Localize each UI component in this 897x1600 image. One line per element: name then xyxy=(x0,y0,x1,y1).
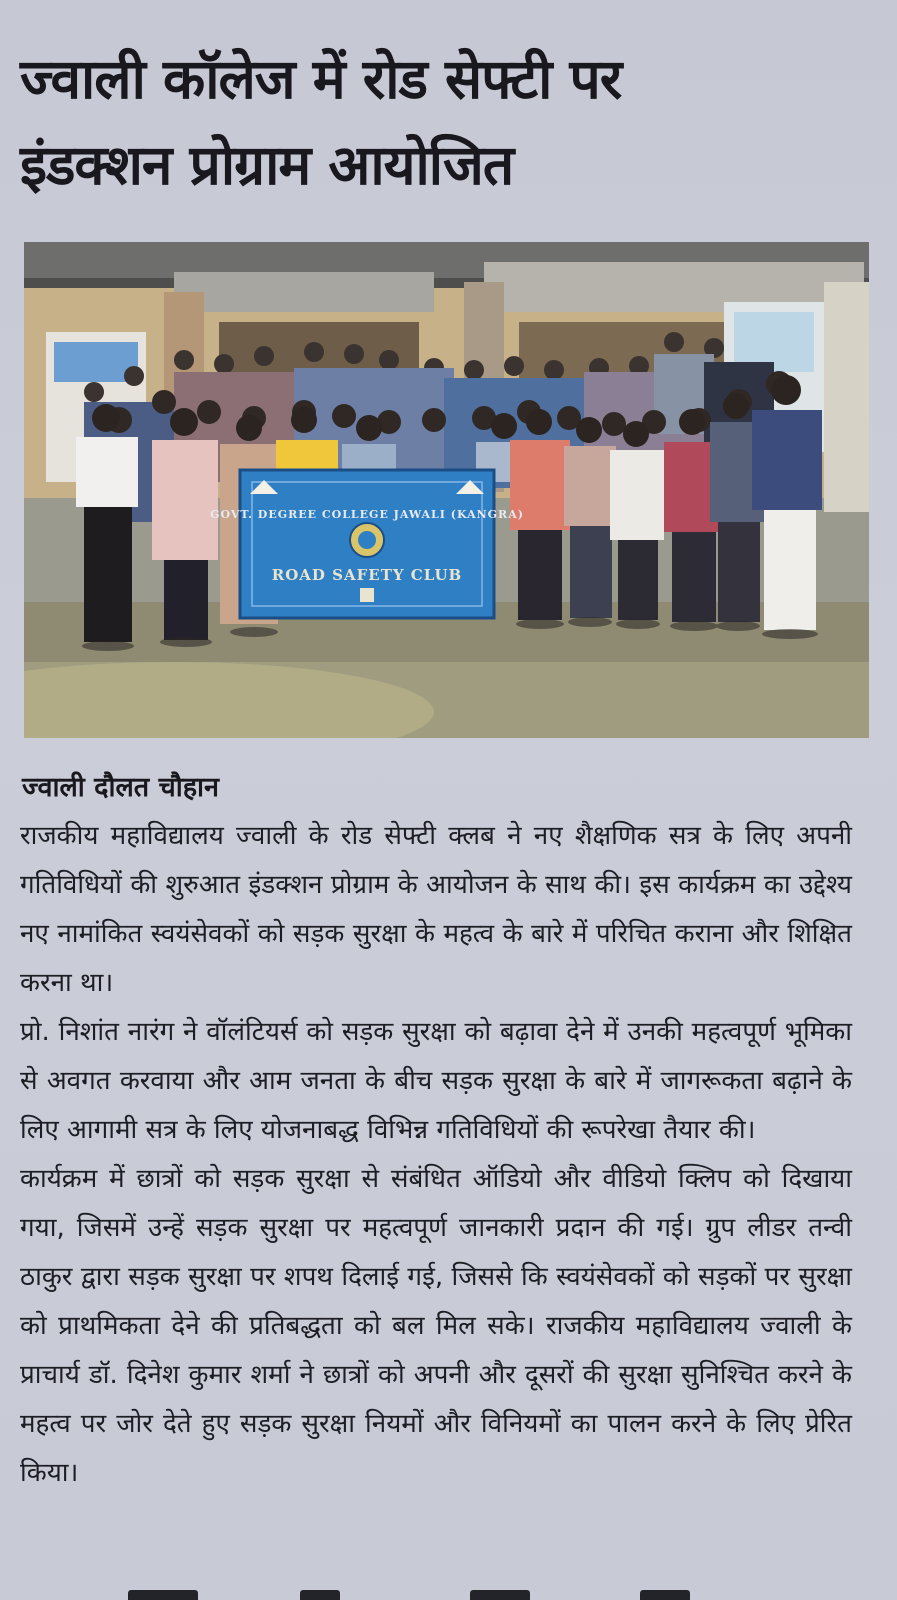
dateline: ज्वाली दौलत चौहान xyxy=(22,772,220,803)
headline-line-2: इंडक्शन प्रोग्राम आयोजित xyxy=(20,133,514,197)
next-headline-cutoff xyxy=(0,1590,897,1600)
group-photo xyxy=(24,242,869,738)
paragraph: राजकीय महाविद्यालय ज्वाली के रोड सेफ्टी क्लब ने नए शैक्षणिक सत्र के लिए अपनी गतिविधियों की शुरुआत इंडक्शन प्रोग्राम के आयोजन के साथ की। इस कार्यक्रम का उद्देश्य नए नामांकित स्वयंसेवकों को सड़क सुरक्षा के महत्व के बारे में परिचित कराना और शिक्षित करना था। xyxy=(20,821,852,998)
paragraph: कार्यक्रम में छात्रों को सड़क सुरक्षा से संबंधित ऑडियो और वीडियो क्लिप को दिखाया गया, जिसमें उन्हें सड़क सुरक्षा पर महत्वपूर्ण जानकारी प्रदान की गई। ग्रुप लीडर तन्वी ठाकुर द्वारा सड़क सुरक्षा पर शपथ दिलाई गई, जिससे कि स्वयंसेवकों को सड़कों पर सुरक्षा को प्राथमिकता देने की प्रतिबद्धता को बल मिल सके। राजकीय महाविद्यालय ज्वाली के प्राचार्य डॉ. दिनेश कुमार शर्मा ने छात्रों को अपनी और दूसरों की सुरक्षा सुनिश्चित करने के महत्व पर जोर देते हुए सड़क सुरक्षा नियमों और विनियमों का पालन करने के लिए प्रेरित किया। xyxy=(20,1164,852,1488)
article-body xyxy=(20,812,852,1498)
paragraph: प्रो. निशांत नारंग ने वॉलंटियर्स को सड़क सुरक्षा को बढ़ावा देने में उनकी महत्वपूर्ण भूमिका से अवगत करवाया और आम जनता के बीच सड़क सुरक्षा के बारे में जागरूकता बढ़ाने के लिए आगामी सत्र के लिए योजनाबद्ध विभिन्न गतिविधियों की रूपरेखा तैयार की। xyxy=(20,1017,852,1145)
banner-text: ROAD SAFETY CLUB xyxy=(271,566,463,584)
headline-line-1: ज्वाली कॉलेज में रोड सेफ्टी पर xyxy=(20,47,622,111)
svg-text:GOVT. DEGREE COLLEGE JAWALI (K: GOVT. DEGREE COLLEGE JAWALI (KANGRA) xyxy=(210,508,524,521)
headline xyxy=(20,36,880,208)
